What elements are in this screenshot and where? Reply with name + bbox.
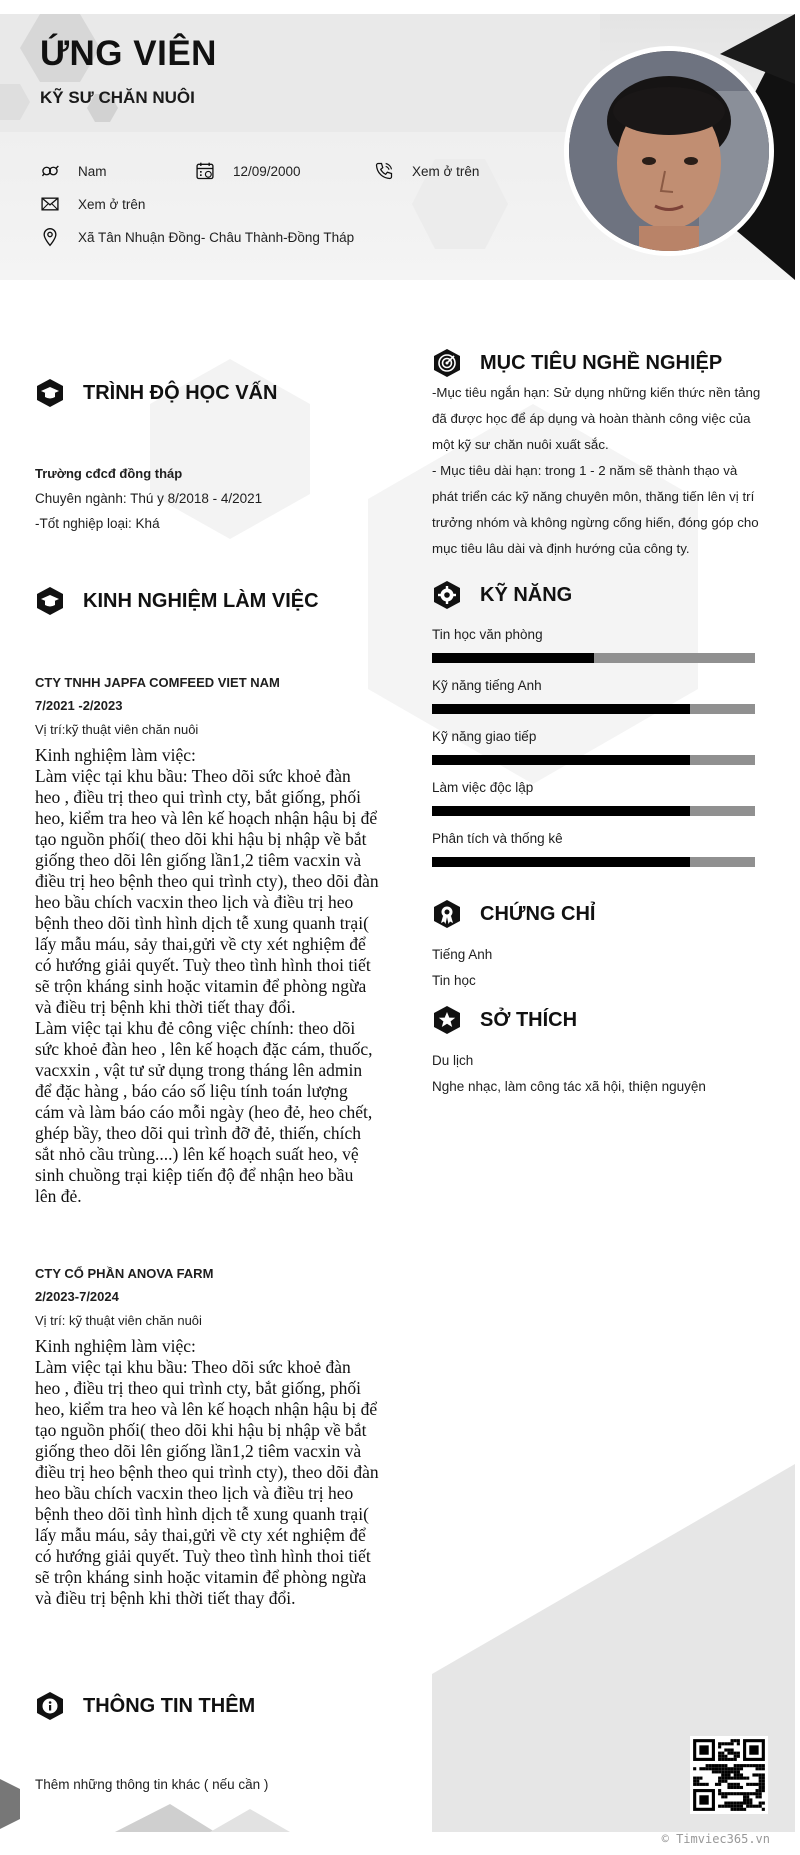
job-1-line: sức khoẻ đàn heo , lên kế hoạch đặc cám, thuốc, [35, 1039, 373, 1059]
star-icon [432, 1005, 462, 1035]
job-1-line: sẽ trộn kháng sinh hoặc vitamin để phòng ngừa [35, 976, 367, 996]
job-2-period: 2/2023-7/2024 [35, 1289, 119, 1304]
education-section-title [35, 378, 277, 408]
job-2-line: lấy mẫu máu, sảy thai,gửi về cty xét nghiệm để [35, 1525, 366, 1545]
job-2-line: sẽ trộn kháng sinh hoặc vitamin để phòng ngừa [35, 1567, 367, 1587]
job-2-description [35, 1336, 430, 1609]
skill-bar [432, 704, 755, 714]
qr-code [690, 1736, 768, 1814]
skill-bar-fill [432, 755, 690, 765]
job-2-line: Kinh nghiệm làm việc: [35, 1336, 196, 1356]
hobby-item: Du lịch [432, 1053, 474, 1068]
avatar-portrait [569, 51, 769, 251]
job-1-line: cám và làm báo cáo mỗi ngày (heo đẻ, heo chết, [35, 1102, 373, 1122]
job-2-company: CTY CỔ PHẦN ANOVA FARM [35, 1266, 214, 1281]
job-2-line: giống theo dõi lên giống lần1,2 tiêm vacxin và [35, 1441, 362, 1461]
certificate-item: Tiếng Anh [432, 947, 493, 962]
job-1-line: heo , điều trị theo qui trình cty, bắt giống, phối [35, 787, 361, 807]
certificate-item: Tin học [432, 973, 476, 988]
job-2-line: bệnh theo dõi tình hình dịch tễ xung quanh trại( [35, 1504, 369, 1524]
email-value: Xem ở trên [78, 196, 146, 212]
calendar-icon [195, 161, 215, 181]
email-info [40, 194, 145, 214]
job-1-line: heo bầu chích vacxin theo lịch và điều trị heo [35, 892, 354, 912]
email-icon [40, 194, 60, 214]
skill-bar [432, 653, 755, 663]
objective-section-title [432, 348, 722, 378]
certificates-title-text: CHỨNG CHỈ [480, 902, 596, 925]
job-1-company: CTY TNHH JAPFA COMFEED VIET NAM [35, 675, 280, 690]
job-1-line: tạo nguồn phối( theo dõi khi hậu bị nhập về bắt [35, 829, 367, 849]
location-pin-icon [40, 227, 60, 247]
additional-text: Thêm những thông tin khác ( nếu cần ) [35, 1777, 269, 1792]
hobbies-section-title [432, 1005, 577, 1035]
objective-line: đã được học để áp dụng và hoàn thành công việc của [432, 411, 751, 426]
skill-label: Tin học văn phòng [432, 627, 543, 642]
target-icon [432, 348, 462, 378]
job-1-line: sinh chuồng trại kiệp tiến độ để nhận heo bầu [35, 1165, 354, 1185]
info-icon [35, 1691, 65, 1721]
experience-title-text: KINH NGHIỆM LÀM VIỆC [83, 589, 319, 612]
candidate-name: ỨNG VIÊN [40, 34, 217, 73]
birthday-value: 12/09/2000 [233, 163, 301, 179]
address-info [40, 227, 354, 247]
phone-icon [374, 161, 394, 181]
objective-line: mục tiêu lâu dài và định hướng của công ty. [432, 541, 690, 556]
job-1-line: Kinh nghiệm làm việc: [35, 745, 196, 765]
gear-icon [432, 580, 462, 610]
education-school: Trường cđcđ đồng tháp [35, 466, 183, 481]
skill-bar-fill [432, 857, 690, 867]
objective-line: -Mục tiêu ngắn hạn: Sử dụng những kiến thức nền tảng [432, 385, 761, 400]
job-1-period: 7/2021 -2/2023 [35, 698, 123, 713]
job-1-position: Vị trí:kỹ thuật viên chăn nuôi [35, 722, 199, 737]
education-title-text: TRÌNH ĐỘ HỌC VẤN [83, 381, 278, 404]
objective-title-text: MỤC TIÊU NGHỀ NGHIỆP [480, 351, 723, 374]
job-1-description [35, 745, 430, 1207]
job-1-line: lên đẻ. [35, 1186, 82, 1206]
job-1-line: điều trị heo bệnh theo qui trình cty), theo dõi đàn [35, 871, 379, 891]
objective-line: phát triển các kỹ năng chuyên môn, thăng tiến lên vị trí [432, 489, 755, 504]
job-1-line: ghép bầy, theo dõi qui trình đỡ đẻ, thiến, chích [35, 1123, 361, 1143]
job-2-line: tạo nguồn phối( theo dõi khi hậu bị nhập về bắt [35, 1420, 367, 1440]
certificates-section-title [432, 899, 595, 929]
job-1-line: sắt nhỏ cầu trùng....) lên kế hoạch suất heo, vệ [35, 1144, 359, 1164]
education-grade: -Tốt nghiệp loại: Khá [35, 516, 160, 531]
skill-bar [432, 857, 755, 867]
job-1-line: heo, kiểm tra heo và lên kế hoạch nhận hậu bị để [35, 808, 378, 828]
objective-line: trưởng nhóm và không ngừng cống hiến, đóng góp cho [432, 515, 759, 530]
skills-section-title [432, 580, 572, 610]
hobby-item: Nghe nhạc, làm công tác xã hội, thiện nguyện [432, 1079, 706, 1094]
skill-bar-fill [432, 704, 690, 714]
job-2-line: có hướng giải quyết. Tuỳ theo tình hình thoi tiết [35, 1546, 371, 1566]
skill-bar-fill [432, 653, 594, 663]
job-1-line: Làm việc tại khu đẻ công việc chính: theo dõi [35, 1018, 356, 1038]
additional-section-title [35, 1691, 255, 1721]
job-2-position: Vị trí: kỹ thuật viên chăn nuôi [35, 1313, 202, 1328]
job-2-line: heo bầu chích vacxin theo lịch và điều trị heo [35, 1483, 354, 1503]
skill-label: Kỹ năng giao tiếp [432, 729, 537, 744]
address-value: Xã Tân Nhuận Đồng- Châu Thành-Đồng Tháp [78, 229, 355, 245]
cv-sheet [0, 14, 795, 1832]
gender-value: Nam [78, 163, 107, 179]
gender-info [40, 161, 107, 181]
award-icon [432, 899, 462, 929]
education-major: Chuyên ngành: Thú y 8/2018 - 4/2021 [35, 491, 263, 506]
birthday-info [195, 161, 301, 181]
job-2-line: và điều trị bệnh khi thời tiết thay đổi. [35, 1588, 296, 1608]
graduation-cap-icon [35, 378, 65, 408]
hobbies-title-text: SỞ THÍCH [480, 1008, 578, 1031]
skills-title-text: KỸ NĂNG [480, 583, 573, 606]
phone-info [374, 161, 479, 181]
skill-bar [432, 755, 755, 765]
skill-label: Làm việc độc lập [432, 780, 534, 795]
job-1-line: có hướng giải quyết. Tuỳ theo tình hình thoi tiết [35, 955, 371, 975]
phone-value: Xem ở trên [412, 163, 480, 179]
additional-title-text: THÔNG TIN THÊM [83, 1694, 256, 1717]
skill-bar [432, 806, 755, 816]
job-1-line: giống theo dõi lên giống lần1,2 tiêm vacxin và [35, 850, 362, 870]
job-1-line: bệnh theo dõi tình hình dịch tễ xung quanh trại( [35, 913, 369, 933]
skill-bar-fill [432, 806, 690, 816]
job-2-line: điều trị heo bệnh theo qui trình cty), theo dõi đàn [35, 1462, 379, 1482]
job-1-line: để đặc hàng , báo cáo số liệu tính toán lượng [35, 1081, 348, 1101]
skill-label: Phân tích và thống kê [432, 831, 563, 846]
job-2-line: heo , điều trị theo qui trình cty, bắt giống, phối [35, 1378, 361, 1398]
objective-text [432, 380, 782, 562]
briefcase-icon [35, 586, 65, 616]
job-1-line: lấy mẫu máu, sảy thai,gửi về cty xét nghiệm để [35, 934, 366, 954]
objective-line: - Mục tiêu dài hạn: trong 1 - 2 năm sẽ thành thạo và [432, 463, 738, 478]
job-title: KỸ SƯ CHĂN NUÔI [40, 88, 195, 107]
watermark-footer: © Timviec365.vn [661, 1832, 770, 1846]
avatar [564, 46, 774, 256]
job-2-line: Làm việc tại khu bầu: Theo dõi sức khoẻ đàn [35, 1357, 351, 1377]
job-2-line: heo, kiểm tra heo và lên kế hoạch nhận hậu bị để [35, 1399, 378, 1419]
experience-section-title [35, 586, 319, 616]
gender-icon [40, 161, 60, 181]
job-1-line: Làm việc tại khu bầu: Theo dõi sức khoẻ đàn [35, 766, 351, 786]
objective-line: một kỹ sư chăn nuôi xuất sắc. [432, 437, 609, 452]
job-1-line: và điều trị bệnh khi thời tiết thay đổi. [35, 997, 296, 1017]
skill-label: Kỹ năng tiếng Anh [432, 678, 542, 693]
job-1-line: vacxxin , vật tư sử dụng trong tháng lên admin [35, 1060, 363, 1080]
